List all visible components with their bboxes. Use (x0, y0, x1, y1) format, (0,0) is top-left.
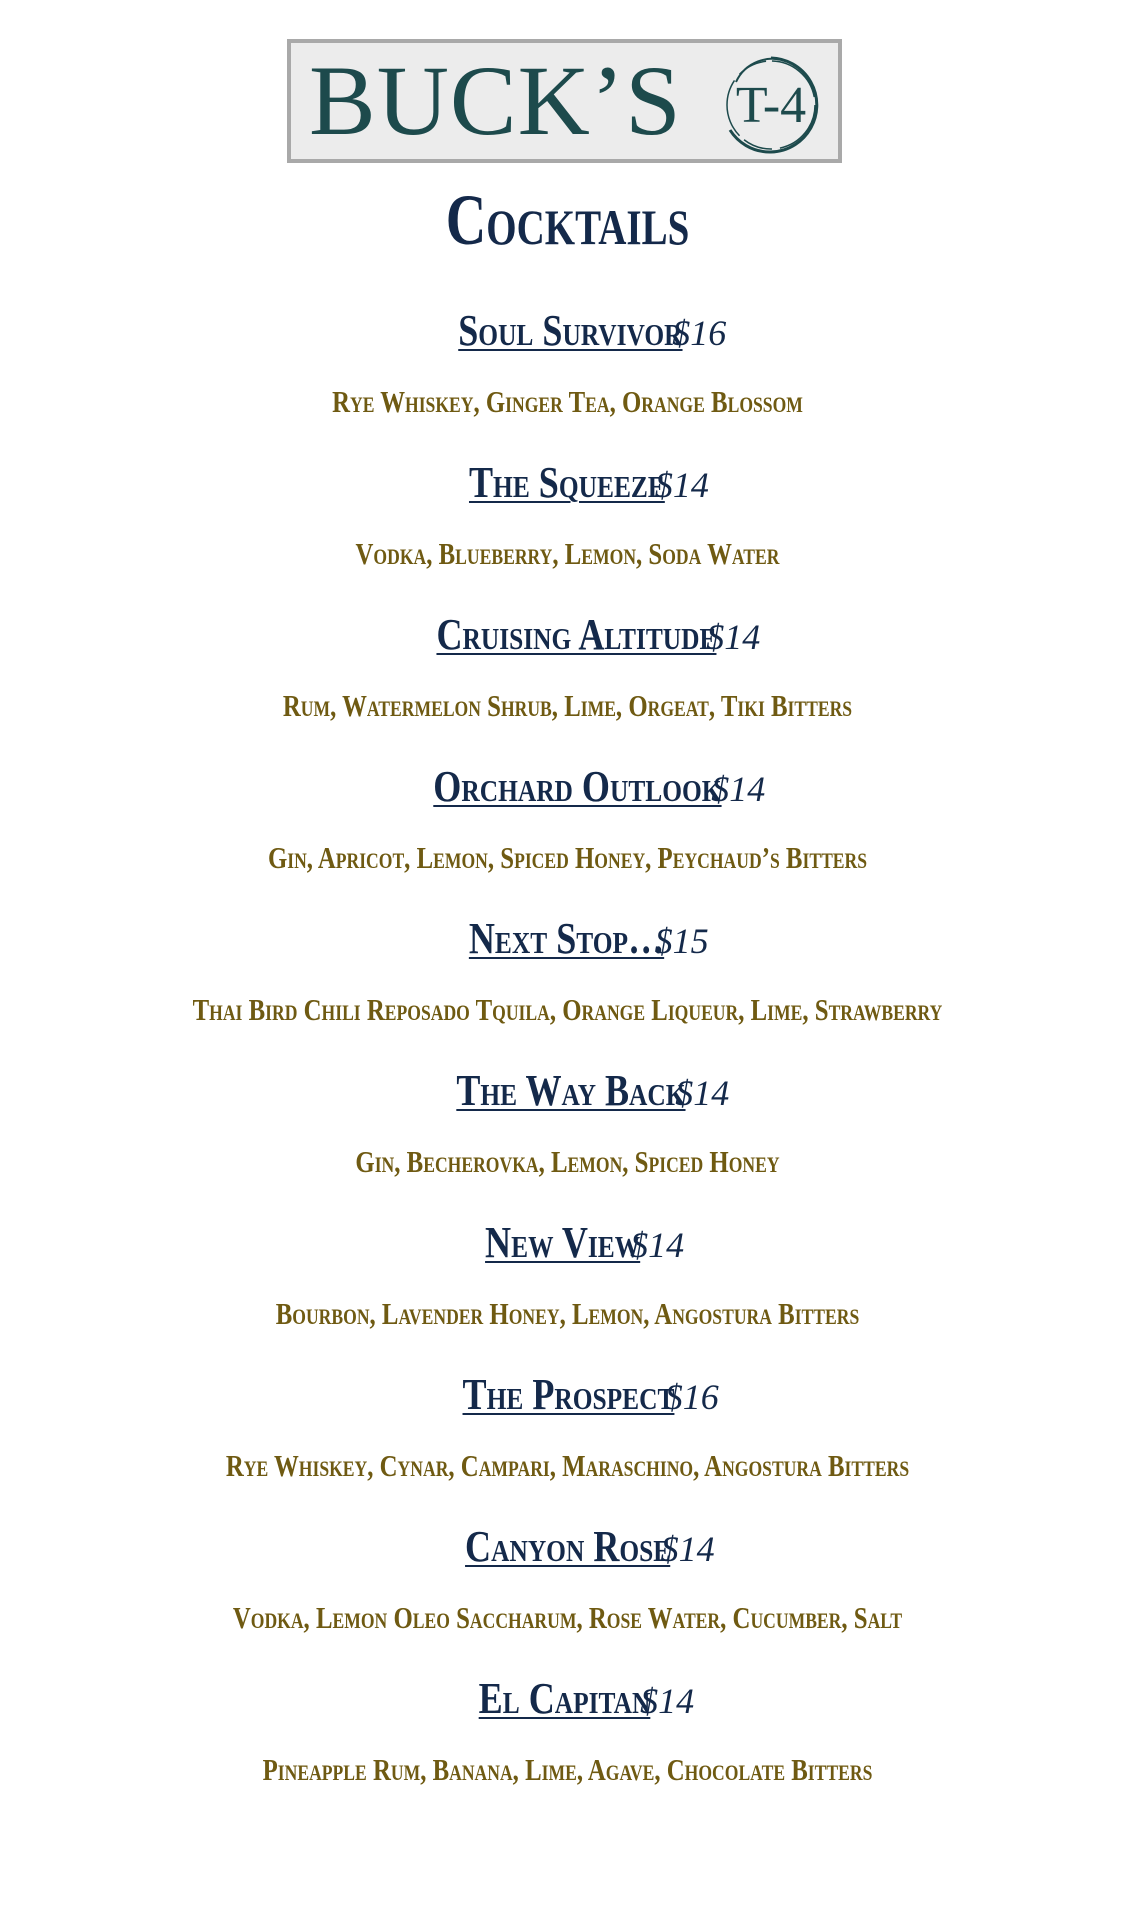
menu-item (0, 756, 1135, 908)
cocktail-price: $14 (675, 1073, 730, 1113)
cocktail-ingredients: Bourbon, Lavender Honey, Lemon, Angostura Bitters (275, 1296, 860, 1331)
menu-item (0, 1212, 1135, 1364)
cocktail-ingredients: Thai Bird Chili Reposado Tquila, Orange Liqueur, Lime, Strawberry (192, 992, 943, 1027)
cocktail-price: $14 (654, 465, 709, 505)
logo-wordmark: BUCK’S (309, 45, 682, 156)
cocktail-price: $14 (706, 617, 761, 657)
menu-item-heading (0, 1212, 1135, 1274)
cocktail-name: El Capitan (478, 1674, 651, 1723)
menu-item-heading (0, 604, 1135, 666)
cocktail-ingredients: Rye Whiskey, Cynar, Campari, Maraschino, Angostura Bitters (225, 1448, 910, 1483)
cocktail-ingredients: Vodka, Blueberry, Lemon, Soda Water (355, 536, 780, 571)
cocktail-name: Cruising Altitude (436, 610, 717, 659)
logo-seal-icon (718, 52, 824, 158)
cocktail-ingredients: Gin, Becherovka, Lemon, Spiced Honey (355, 1144, 780, 1179)
cocktail-ingredients: Pineapple Rum, Banana, Lime, Agave, Chocolate Bitters (262, 1752, 873, 1787)
menu-item (0, 604, 1135, 756)
cocktail-price: $14 (630, 1225, 685, 1265)
cocktail-name: Canyon Rose (465, 1522, 671, 1571)
menu-item (0, 1060, 1135, 1212)
cocktail-name: The Squeeze (469, 458, 665, 507)
cocktail-price: $16 (664, 1377, 719, 1417)
cocktail-ingredients: Rum, Watermelon Shrub, Lime, Orgeat, Tiki Bitters (282, 688, 853, 723)
menu-item-heading (0, 1668, 1135, 1730)
menu-item-heading (0, 1516, 1135, 1578)
menu-item-heading (0, 1060, 1135, 1122)
menu-item (0, 1668, 1135, 1820)
menu-item (0, 300, 1135, 452)
menu-item-heading (0, 300, 1135, 362)
cocktail-name: New View (484, 1218, 641, 1267)
logo-seal-text: T-4 (735, 77, 807, 134)
cocktail-price: $14 (640, 1681, 695, 1721)
menu-item-heading (0, 756, 1135, 818)
cocktail-name: The Way Back (456, 1066, 686, 1115)
menu-item (0, 1516, 1135, 1668)
cocktail-price: $14 (660, 1529, 715, 1569)
cocktail-price: $14 (711, 769, 766, 809)
cocktail-list (0, 300, 1135, 1820)
cocktail-ingredients: Vodka, Lemon Oleo Saccharum, Rose Water, Cucumber, Salt (232, 1600, 903, 1635)
cocktail-price: $16 (672, 313, 727, 353)
logo (287, 39, 842, 163)
menu-item-heading (0, 452, 1135, 514)
menu-item (0, 908, 1135, 1060)
menu-item (0, 452, 1135, 604)
menu-item-heading (0, 908, 1135, 970)
menu-item (0, 1364, 1135, 1516)
cocktail-name: Next Stop… (469, 914, 665, 963)
page-title: Cocktails (445, 180, 690, 260)
menu-item-heading (0, 1364, 1135, 1426)
cocktail-ingredients: Gin, Apricot, Lemon, Spiced Honey, Peychaud’s Bitters (267, 840, 868, 875)
cocktail-name: Orchard Outlook (432, 762, 722, 811)
cocktail-ingredients: Rye Whiskey, Ginger Tea, Orange Blossom (332, 384, 803, 419)
cocktail-name: Soul Survivor (457, 306, 683, 355)
cocktail-price: $15 (654, 921, 709, 961)
cocktail-name: The Prospect (462, 1370, 675, 1419)
